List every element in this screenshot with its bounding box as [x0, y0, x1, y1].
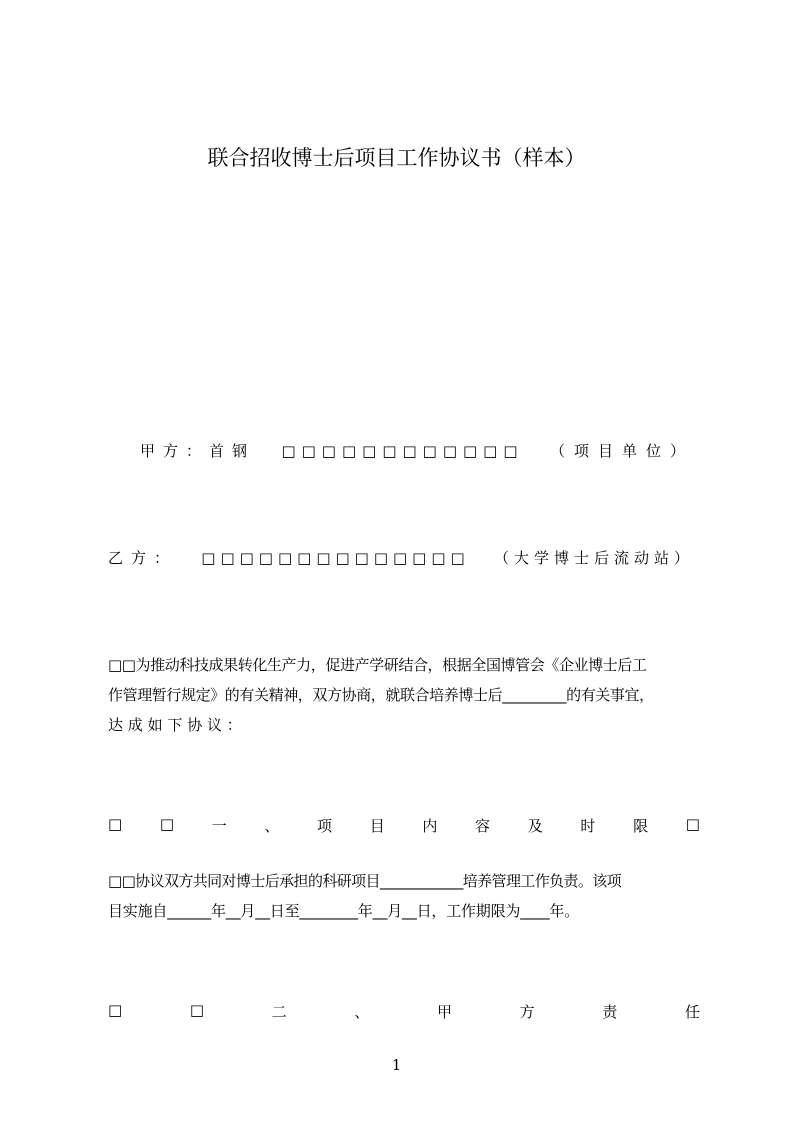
party-b-note: （大学博士后流动站）	[493, 549, 694, 567]
section-1-body	[108, 866, 700, 926]
section-1-heading	[108, 815, 700, 836]
intro-char: 成	[127, 716, 143, 734]
intro-char: 如	[147, 716, 163, 734]
heading-char: 限	[633, 817, 649, 835]
heading-char: 时	[580, 817, 596, 835]
heading-char: □	[159, 815, 175, 833]
heading-char: 方	[519, 1003, 535, 1021]
heading-char: □	[189, 1001, 205, 1019]
heading-char: 及	[527, 817, 543, 835]
heading-char: □	[685, 815, 700, 833]
party-a-blanks: □□□□□□□□□□□□	[281, 441, 524, 460]
document-title: 联合招收博士后项目工作协议书（样本）	[207, 146, 586, 170]
party-a-line	[140, 440, 694, 461]
section-2-heading	[108, 1001, 700, 1022]
heading-char: 责	[602, 1003, 618, 1021]
heading-char: 、	[354, 1003, 370, 1021]
heading-char: □	[108, 815, 123, 833]
heading-char: 任	[684, 1003, 700, 1021]
party-a-note: （项目单位）	[549, 442, 694, 460]
intro-line-2: 作管理暂行规定》的有关精神，双方协商，就联合培养博士后_________的有关事宜，	[108, 686, 654, 704]
party-b-blanks: □□□□□□□□□□□□□□	[201, 548, 470, 567]
party-b-line	[108, 547, 694, 568]
heading-char: 项	[317, 817, 333, 835]
heading-char: 容	[475, 817, 491, 835]
section-1-line-1: □□协议双方共同对博士后承担的科研项目____________培养管理工作负责。该项	[108, 872, 622, 890]
intro-paragraph	[108, 650, 700, 740]
heading-char: 二	[271, 1003, 287, 1021]
heading-char: 一	[211, 817, 227, 835]
heading-char: 目	[369, 817, 385, 835]
party-a-label: 甲方：首钢	[140, 442, 256, 460]
section-1-line-2: 目实施自______年__月__日至________年__月__日，工作期限为____年。	[108, 902, 580, 920]
heading-char: □	[108, 1001, 123, 1019]
intro-char: 达	[108, 716, 124, 734]
party-b-label: 乙方：	[108, 549, 178, 567]
heading-char: 、	[264, 817, 280, 835]
page-number: 1	[391, 1056, 402, 1074]
intro-char: ：	[226, 716, 242, 734]
intro-char: 协	[187, 716, 203, 734]
intro-char: 下	[167, 716, 183, 734]
intro-line-1: □□为推动科技成果转化生产力，促进产学研结合，根据全国博管会《企业博士后工	[108, 656, 647, 674]
intro-char: 议	[206, 716, 222, 734]
heading-char: 内	[422, 817, 438, 835]
heading-char: 甲	[436, 1003, 452, 1021]
intro-line-3	[108, 710, 700, 740]
